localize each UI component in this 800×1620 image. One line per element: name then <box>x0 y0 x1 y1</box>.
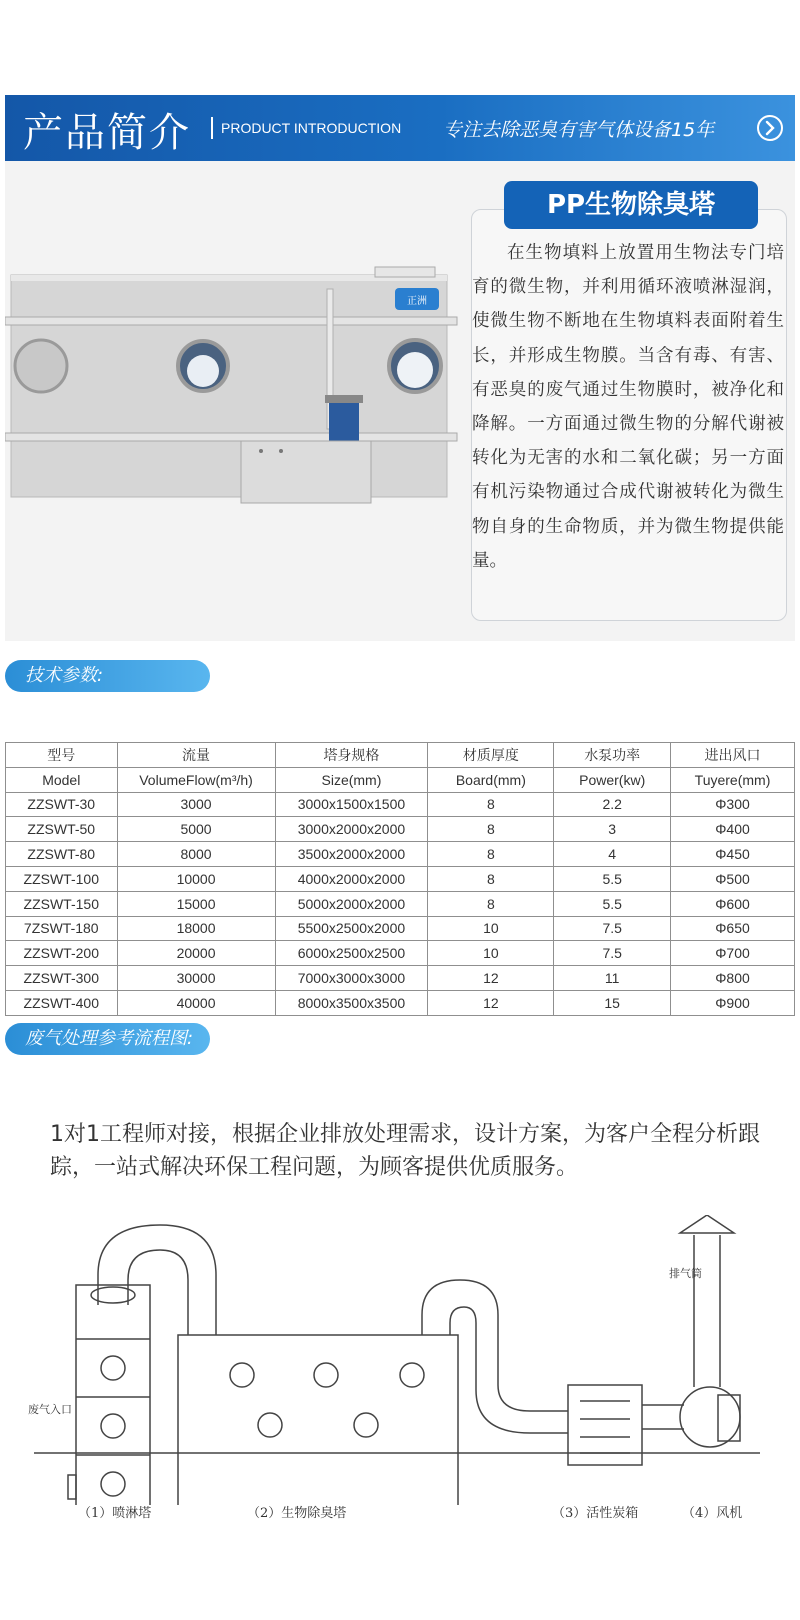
header-banner <box>5 95 795 161</box>
table-cell: ZZSWT-150 <box>6 891 118 916</box>
table-cell: 30000 <box>117 966 275 991</box>
table-cell: Tuyere(mm) <box>671 767 795 792</box>
table-cell: Φ600 <box>671 891 795 916</box>
table-cell: 20000 <box>117 941 275 966</box>
table-cell: Model <box>6 767 118 792</box>
chevron-right-icon[interactable] <box>757 115 783 141</box>
table-cell: 5.5 <box>554 866 671 891</box>
table-cell: 材质厚度 <box>428 743 554 768</box>
table-cell: ZZSWT-400 <box>6 990 118 1015</box>
table-cell: 7000x3000x3000 <box>275 966 428 991</box>
caption-spray-tower: （1）喷淋塔 <box>78 1506 152 1521</box>
table-cell: ZZSWT-80 <box>6 842 118 867</box>
table-cell: 7.5 <box>554 916 671 941</box>
table-cell: Φ700 <box>671 941 795 966</box>
caption-bio-tower: （2）生物除臭塔 <box>247 1506 347 1521</box>
title-divider <box>211 117 213 139</box>
page-subtitle: PRODUCT INTRODUCTION <box>221 120 402 136</box>
table-cell: 15000 <box>117 891 275 916</box>
table-row <box>6 916 795 941</box>
table-cell: 11 <box>554 966 671 991</box>
table-header-row <box>6 767 795 792</box>
table-cell: ZZSWT-200 <box>6 941 118 966</box>
process-flow-diagram <box>20 1215 780 1505</box>
table-cell: 3 <box>554 817 671 842</box>
table-cell: 18000 <box>117 916 275 941</box>
gas-inlet-label: 废气入口 <box>28 1403 72 1416</box>
table-row <box>6 966 795 991</box>
logo-text: 正洲 <box>407 296 427 307</box>
table-row <box>6 842 795 867</box>
table-cell: 8000x3500x3500 <box>275 990 428 1015</box>
product-description: 在生物填料上放置用生物法专门培育的微生物，并利用循环液喷淋湿润，使微生物不断地在生物填料表面附着生长，并形成生物膜。当含有毒、有害、有恶臭的废气通过生物膜时，被净化和降解。一方面通过微生物的分解代谢被转化为无害的水和二氧化碳；另一方面有机污染物通过合成代谢被转化为微生物自身的生命物质，并为微生物提供能量。 <box>472 243 784 571</box>
table-cell: 8 <box>428 792 554 817</box>
table-cell: 8 <box>428 891 554 916</box>
spec-table <box>5 742 795 1016</box>
table-cell: Φ900 <box>671 990 795 1015</box>
table-cell: 3500x2000x2000 <box>275 842 428 867</box>
table-header-row <box>6 743 795 768</box>
table-cell: Board(mm) <box>428 767 554 792</box>
section-title: 废气处理参考流程图: <box>25 1028 194 1049</box>
table-cell: 12 <box>428 990 554 1015</box>
table-cell: 3000x1500x1500 <box>275 792 428 817</box>
table-cell: Size(mm) <box>275 767 428 792</box>
table-row <box>6 990 795 1015</box>
product-name: PP生物除臭塔 <box>504 181 758 229</box>
table-cell: 5500x2500x2000 <box>275 916 428 941</box>
exhaust-stack-label: 排气筒 <box>669 1267 702 1280</box>
table-cell: Φ400 <box>671 817 795 842</box>
table-cell: 进出风口 <box>671 743 795 768</box>
table-cell: 12 <box>428 966 554 991</box>
table-row <box>6 891 795 916</box>
table-cell: 7ZSWT-180 <box>6 916 118 941</box>
table-cell: Φ450 <box>671 842 795 867</box>
table-cell: 6000x2500x2500 <box>275 941 428 966</box>
table-cell: 15 <box>554 990 671 1015</box>
table-cell: 10000 <box>117 866 275 891</box>
table-row <box>6 792 795 817</box>
table-cell: Φ500 <box>671 866 795 891</box>
table-cell: 2.2 <box>554 792 671 817</box>
caption-fan: （4）风机 <box>682 1506 743 1521</box>
table-cell: 3000x2000x2000 <box>275 817 428 842</box>
table-cell: ZZSWT-50 <box>6 817 118 842</box>
section-tech-params <box>5 660 210 692</box>
table-cell: 水泵功率 <box>554 743 671 768</box>
table-cell: ZZSWT-30 <box>6 792 118 817</box>
table-cell: Power(kw) <box>554 767 671 792</box>
table-cell: 5.5 <box>554 891 671 916</box>
table-cell: Φ800 <box>671 966 795 991</box>
table-cell: 3000 <box>117 792 275 817</box>
section-title: 技术参数: <box>25 665 104 686</box>
table-cell: 10 <box>428 941 554 966</box>
table-row <box>6 941 795 966</box>
table-cell: 8 <box>428 817 554 842</box>
table-cell: 塔身规格 <box>275 743 428 768</box>
table-row <box>6 866 795 891</box>
table-cell: 型号 <box>6 743 118 768</box>
table-cell: 4 <box>554 842 671 867</box>
table-cell: 7.5 <box>554 941 671 966</box>
product-photo <box>5 255 467 515</box>
table-cell: 8 <box>428 866 554 891</box>
service-statement: 1对1工程师对接，根据企业排放处理需求，设计方案，为客户全程分析跟踪，一站式解决环保工程问题，为顾客提供优质服务。 <box>50 1122 760 1180</box>
table-cell: 8 <box>428 842 554 867</box>
section-flow-diagram <box>5 1023 210 1055</box>
table-cell: VolumeFlow(m³/h) <box>117 767 275 792</box>
table-cell: 5000 <box>117 817 275 842</box>
table-row <box>6 817 795 842</box>
slogan: 专注去除恶臭有害气体设备15年 <box>443 119 715 141</box>
table-cell: 4000x2000x2000 <box>275 866 428 891</box>
caption-carbon-box: （3）活性炭箱 <box>552 1506 639 1521</box>
table-cell: ZZSWT-300 <box>6 966 118 991</box>
table-cell: Φ650 <box>671 916 795 941</box>
table-cell: 40000 <box>117 990 275 1015</box>
table-cell: 流量 <box>117 743 275 768</box>
table-cell: 5000x2000x2000 <box>275 891 428 916</box>
table-cell: Φ300 <box>671 792 795 817</box>
page-title: 产品简介 <box>23 110 191 156</box>
table-cell: 8000 <box>117 842 275 867</box>
table-cell: ZZSWT-100 <box>6 866 118 891</box>
table-cell: 10 <box>428 916 554 941</box>
